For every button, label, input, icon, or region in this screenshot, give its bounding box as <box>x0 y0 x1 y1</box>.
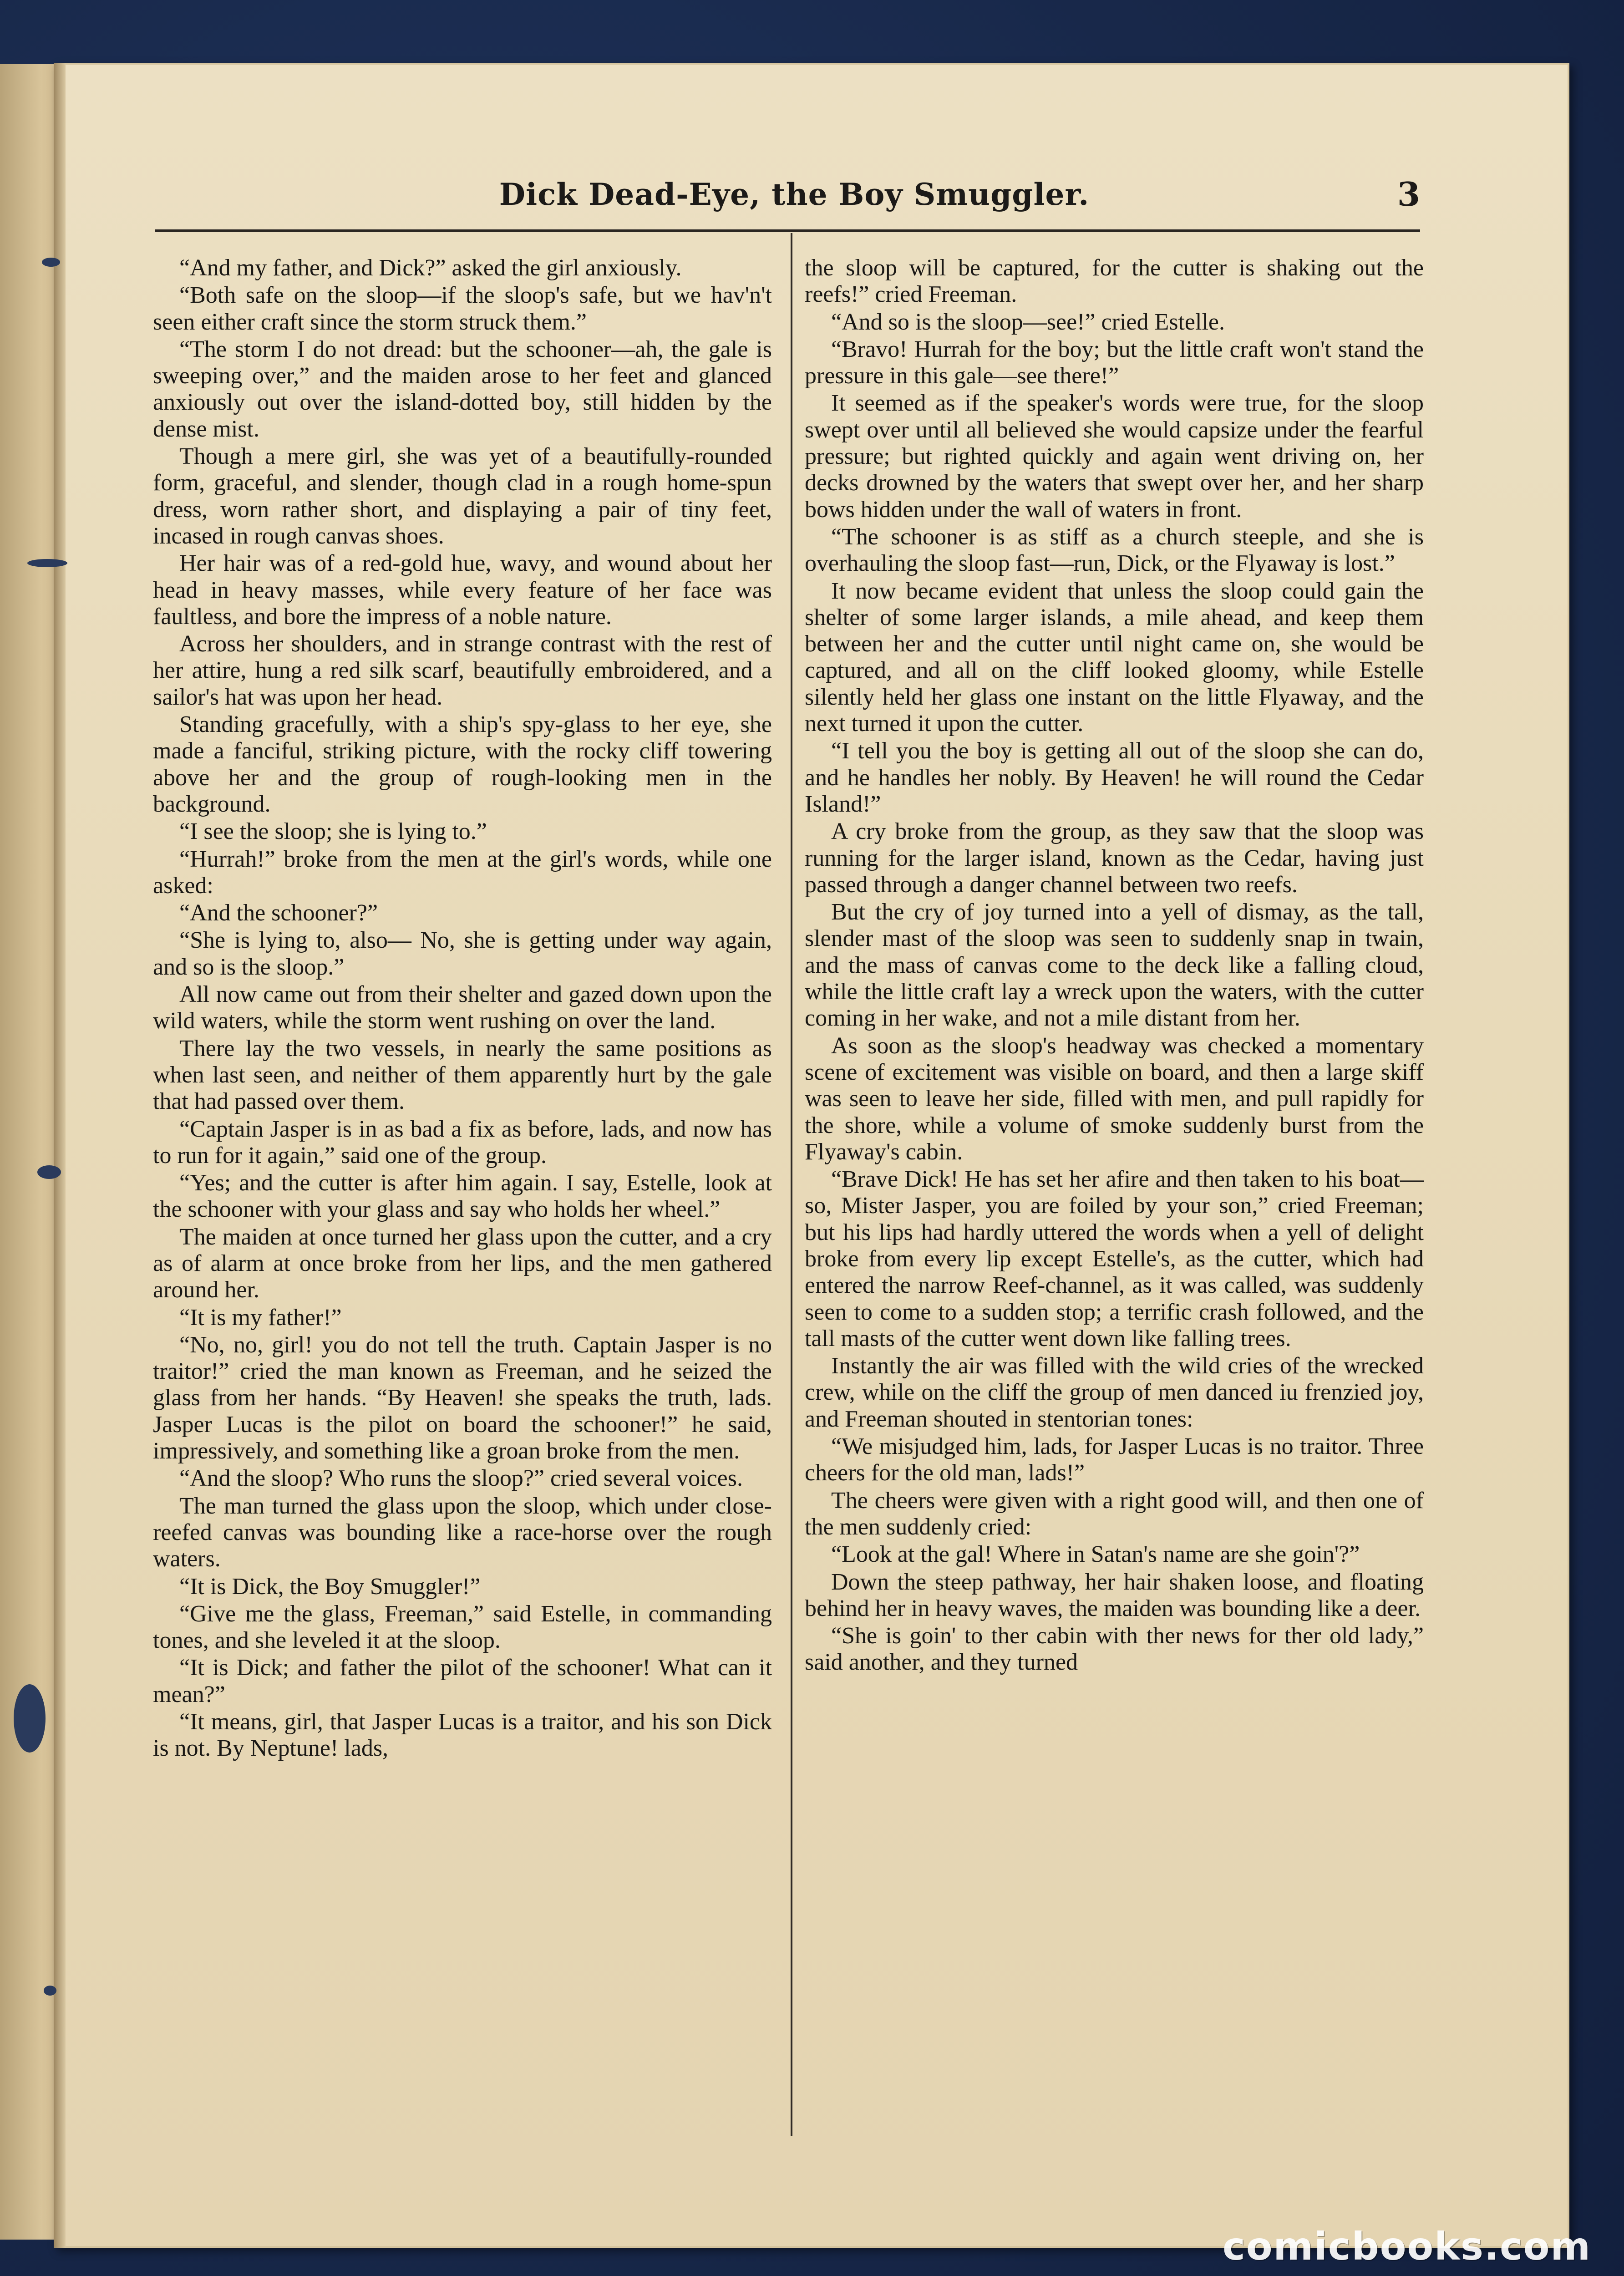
paragraph: “She is goin' to ther cabin with ther news for ther old lady,” said another, and they turned <box>805 1623 1424 1676</box>
paragraph: But the cry of joy turned into a yell of dismay, as the tall, slender mast of the sloop was seen to suddenly snap in twain, and the mass of canvas come to the deck like a falling cloud, while the little craft lay a wreck upon the waters, with the cutter coming in her wake, and not a mile distant from her. <box>805 899 1424 1031</box>
paragraph: The man turned the glass upon the sloop, which under close-reefed canvas was bounding like a race-horse over the rough waters. <box>153 1493 772 1572</box>
paragraph: There lay the two vessels, in nearly the same positions as when last seen, and neither of them apparently hurt by the gale that had passed over them. <box>153 1035 772 1115</box>
paragraph: It now became evident that unless the sloop could gain the shelter of some larger islands, a mile ahead, and keep them between her and the cutter until night came on, she would be captured, and all on the cliff looked gloomy, while Estelle silently held her glass one instant on the little Flyaway, and the next turned it upon the cutter. <box>805 578 1424 737</box>
binding-tear <box>27 559 67 567</box>
binding-tear <box>42 258 60 267</box>
paragraph: “Look at the gal! Where in Satan's name are she goin'?” <box>831 1541 1360 1568</box>
paragraph: Instantly the air was filled with the wild cries of the wrecked crew, while on the cliff the group of men danced iu frenzied joy, and Freeman shouted in stentorian tones: <box>805 1353 1424 1432</box>
paragraph: “It is Dick, the Boy Smuggler!” <box>179 1573 481 1600</box>
column-divider <box>791 233 792 2136</box>
paragraph: “She is lying to, also— No, she is getting under way again, and so is the sloop.” <box>153 927 772 980</box>
paragraph: It seemed as if the speaker's words were true, for the sloop swept over until all believed she would capsize under the fearful pressure; but righted quickly and again went driving on, her decks drowned by the waters that swept over her, and her sharp bows hidden under the wall of waters in front. <box>805 390 1424 523</box>
paragraph: “The storm I do not dread: but the schooner—ah, the gale is sweeping over,” and the maiden arose to her feet and glanced anxiously out over the island-dotted boy, still hidden by the dense mist. <box>153 336 772 442</box>
paragraph: The maiden at once turned her glass upon the cutter, and a cry as of alarm at once broke from her lips, and the men gathered around her. <box>153 1224 772 1303</box>
left-text-column <box>153 255 772 2167</box>
paragraph: All now came out from their shelter and gazed down upon the wild waters, while the storm went rushing on over the land. <box>153 981 772 1034</box>
paragraph: “I see the sloop; she is lying to.” <box>179 818 487 845</box>
page-header <box>155 177 1420 222</box>
paragraph: “And the sloop? Who runs the sloop?” cried several voices. <box>179 1465 743 1492</box>
paragraph: Though a mere girl, she was yet of a beautifully-rounded form, graceful, and slender, though clad in a rough home-spun dress, worn rather short, and displaying a pair of tiny feet, incased in rough canvas shoes. <box>153 443 772 549</box>
paragraph: Her hair was of a red-gold hue, wavy, and wound about her head in heavy masses, while every feature of her face was faultless, and bore the impress of a noble nature. <box>153 550 772 630</box>
running-title: Dick Dead-Eye, the Boy Smuggler. <box>499 177 1090 212</box>
right-text-column <box>805 255 1424 2167</box>
watermark: comicbooks.com <box>1223 2224 1591 2269</box>
paragraph: “It is Dick; and father the pilot of the schooner! What can it mean?” <box>153 1655 772 1707</box>
paragraph: Across her shoulders, and in strange contrast with the rest of her attire, hung a red silk scarf, beautifully embroidered, and a sailor's hat was upon her head. <box>153 631 772 710</box>
paragraph: “I tell you the boy is getting all out of the sloop she can do, and he handles her nobly. By Heaven! he will round the Cedar Island!” <box>805 738 1424 817</box>
paragraph: The cheers were given with a right good will, and then one of the men suddenly cried: <box>805 1487 1424 1540</box>
header-rule <box>155 229 1420 232</box>
paragraph: “It is my father!” <box>179 1304 342 1331</box>
page-number: 3 <box>1397 175 1420 213</box>
paragraph: “Give me the glass, Freeman,” said Estelle, in commanding tones, and she leveled it at the sloop. <box>153 1600 772 1654</box>
paragraph: “Brave Dick! He has set her afire and then taken to his boat—so, Mister Jasper, you are foiled by your son,” cried Freeman; but his lips had hardly uttered the words when a yell of delight broke from every lip except Estelle's, as the cutter, which had entered the narrow Reef-channel, as it was called, was suddenly seen to come to a sudden stop; a terrific crash followed, and the tall masts of the cutter went down like falling trees. <box>805 1166 1424 1351</box>
paragraph: “Yes; and the cutter is after him again. I say, Estelle, look at the schooner with your glass and say who holds her wheel.” <box>153 1170 772 1223</box>
paragraph: Down the steep pathway, her hair shaken loose, and floating behind her in heavy waves, the maiden was bounding like a deer. <box>805 1569 1424 1621</box>
paragraph: A cry broke from the group, as they saw that the sloop was running for the larger island, known as the Cedar, having just passed through a danger channel between two reefs. <box>805 818 1424 898</box>
paragraph: Standing gracefully, with a ship's spy-glass to her eye, she made a fanciful, striking picture, with the rocky cliff towering above her and the group of rough-looking men in the background. <box>153 711 772 817</box>
paragraph: the sloop will be captured, for the cutter is shaking out the reefs!” cried Freeman. <box>805 255 1424 308</box>
paragraph: “Both safe on the sloop—if the sloop's safe, but we hav'n't seen either craft since the storm struck them.” <box>153 282 772 335</box>
paragraph: “Hurrah!” broke from the men at the girl's words, while one asked: <box>153 846 772 899</box>
binding-tear <box>44 1986 56 1996</box>
paragraph: “Bravo! Hurrah for the boy; but the little craft won't stand the pressure in this gale—see there!” <box>805 336 1424 389</box>
paragraph: “Captain Jasper is in as bad a fix as before, lads, and now has to run for it again,” said one of the group. <box>153 1116 772 1168</box>
paragraph: “And my father, and Dick?” asked the girl anxiously. <box>179 255 682 281</box>
paragraph: “No, no, girl! you do not tell the truth. Captain Jasper is no traitor!” cried the man known as Freeman, and he seized the glass from her hands. “By Heaven! she speaks the truth, lads. Jasper Lucas is the pilot on board the schooner!” he said, impressively, and something like a groan broke from the men. <box>153 1331 772 1464</box>
page-gutter-shadow <box>54 63 66 2248</box>
paragraph: “And the schooner?” <box>179 900 378 926</box>
paragraph: “And so is the sloop—see!” cried Estelle. <box>831 309 1225 335</box>
binding-tear <box>14 1684 46 1753</box>
paragraph: “We misjudged him, lads, for Jasper Lucas is no traitor. Three cheers for the old man, lads!” <box>805 1433 1424 1486</box>
paragraph: As soon as the sloop's headway was checked a momentary scene of excitement was visible on board, and then a large skiff was seen to leave her side, filled with men, and pull rapidly for the shore, while a volume of smoke suddenly burst from the Flyaway's cabin. <box>805 1032 1424 1165</box>
paragraph: “The schooner is as stiff as a church steeple, and she is overhauling the sloop fast—run, Dick, or the Flyaway is lost.” <box>805 523 1424 577</box>
paragraph: “It means, girl, that Jasper Lucas is a traitor, and his son Dick is not. By Neptune! lads, <box>153 1709 772 1762</box>
binding-tear <box>37 1165 61 1179</box>
